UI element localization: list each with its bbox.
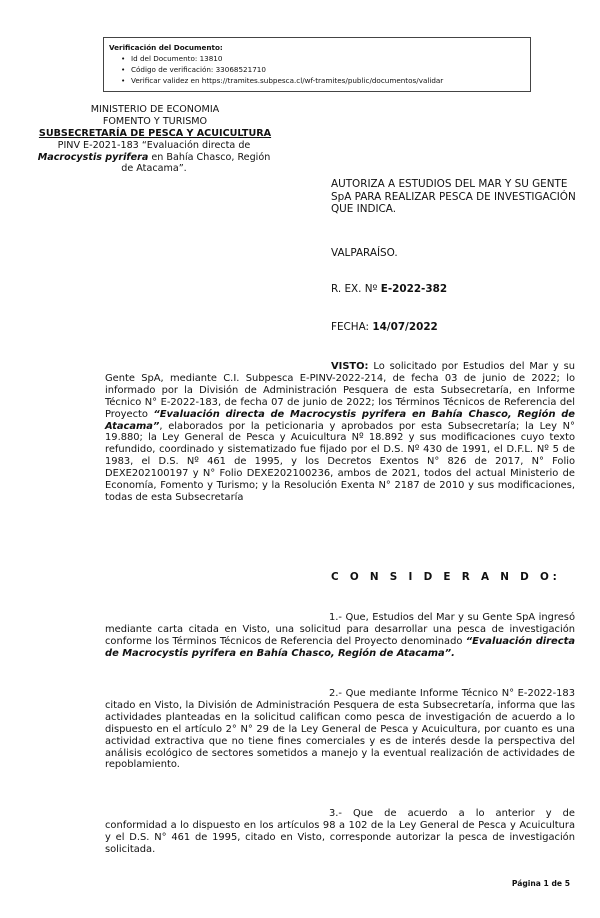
visto-label: VISTO:: [331, 361, 369, 372]
visto-text-b: , elaborados por la peticionaria y aprobados por esta Subsecretaría; la Ley N° 19.880; la Ley General de Pesca y Acuicultura Nº 18.892 y sus modificaciones cuyo texto refundido, coordinado y sistematizado fue fijado por el D.S. Nº 430 de 1991, el D.F.L. Nº 5 de 1983, el D.S. Nº 461 de 1995, y los Decretos Exentos N° 826 de 2017, N° Folio DEXE202100197 y N° Folio DEXE202100236, ambos de 2021, todos del actual Ministerio de Economía, Fomento y Turismo; y la Resolución Exenta N° 2187 de 2010 y sus modificaciones, todas de esta Subsecretaría: [105, 420, 575, 503]
resolution-date: [331, 321, 438, 334]
rex-number: E-2022-382: [380, 283, 448, 295]
pinv-suffix: en Bahía Chasco, Región de Atacama”.: [121, 151, 271, 174]
page-number: Página 1 de 5: [511, 879, 570, 888]
verification-id: • Id del Documento: 13810: [121, 53, 530, 64]
fecha-label: FECHA:: [331, 321, 373, 333]
ministry-line-1: MINISTERIO DE ECONOMIA: [90, 104, 220, 115]
visto-paragraph: [105, 361, 575, 504]
pinv-reference: [34, 140, 274, 175]
ministry-line-2: FOMENTO Y TURISMO: [102, 116, 208, 127]
resolution-number: [331, 283, 447, 296]
resolution-subject: AUTORIZA A ESTUDIOS DEL MAR Y SU GENTE SpA PARA REALIZAR PESCA DE INVESTIGACIÓN QUE INDICA.: [331, 178, 576, 215]
subsecretaria-title: SUBSECRETARÍA DE PESCA Y ACUICULTURA: [38, 128, 272, 139]
considerando-3: 3.- Que de acuerdo a lo anterior y de conformidad a lo dispuesto en los artículos 98 a 102 de la Ley General de Pesca y Acuicultura y el D.S. N° 461 de 1995, citado en Visto, corresponde autorizar la pesca de investigación solicitada.: [105, 808, 575, 855]
considerando-1-project: “Evaluación directa de Macrocystis pyrifera en Bahía Chasco, Región de Atacama”.: [105, 635, 575, 659]
rex-label: R. EX. Nº: [331, 283, 381, 295]
pinv-species: Macrocystis pyrifera: [37, 151, 149, 163]
visto-project: “Evaluación directa de Macrocystis pyrifera en Bahía Chasco, Región de Atacama”: [105, 408, 575, 432]
verification-list: [109, 53, 530, 86]
verification-code: • Código de verificación: 33068521710: [121, 64, 530, 75]
place: VALPARAÍSO.: [331, 247, 398, 259]
verification-box: [103, 37, 531, 92]
considerando-1-text: 1.- Que, Estudios del Mar y su Gente SpA ingresó mediante carta citada en Visto, una solicitud para desarrollar una pesca de investigación conforme los Términos Técnicos de Referencia del Proyecto denominado: [105, 612, 575, 647]
considerando-1: [105, 612, 575, 660]
visto-text-a: Lo solicitado por Estudios del Mar y su Gente SpA, mediante C.I. Subpesca E-PINV-2022-214, de fecha 03 de junio de 2022; lo informado por la División de Administración Pesquera de esta Subsecretaría, en Informe Técnico N° E-2022-183, de fecha 07 de junio de 2022; los Términos Técnicos de Referencia del Proyecto: [105, 361, 575, 420]
verification-title: Verificación del Documento:: [109, 43, 223, 52]
fecha-value: 14/07/2022: [372, 321, 438, 333]
considerando-2: 2.- Que mediante Informe Técnico N° E-2022-183 citado en Visto, la División de Administración Pesquera de esta Subsecretaría, informa que las actividades planteadas en la solicitud califican como pesca de investigación de acuerdo a lo dispuesto en el artículo 2° N° 29 de la Ley General de Pesca y Acuicultura, por cuanto es una actividad extractiva que no tiene fines comerciales y es de interés desde la perspectiva del análisis ecológico de sectores sometidos a manejo y la eventual realización de actividades de repoblamiento.: [105, 688, 575, 771]
pinv-prefix: PINV E-2021-183 “Evaluación directa de: [57, 140, 251, 151]
verification-url[interactable]: • Verificar validez en https://tramites.subpesca.cl/wf-tramites/public/documentos/validar: [121, 75, 530, 86]
considerando-heading: C O N S I D E R A N D O:: [331, 571, 561, 583]
